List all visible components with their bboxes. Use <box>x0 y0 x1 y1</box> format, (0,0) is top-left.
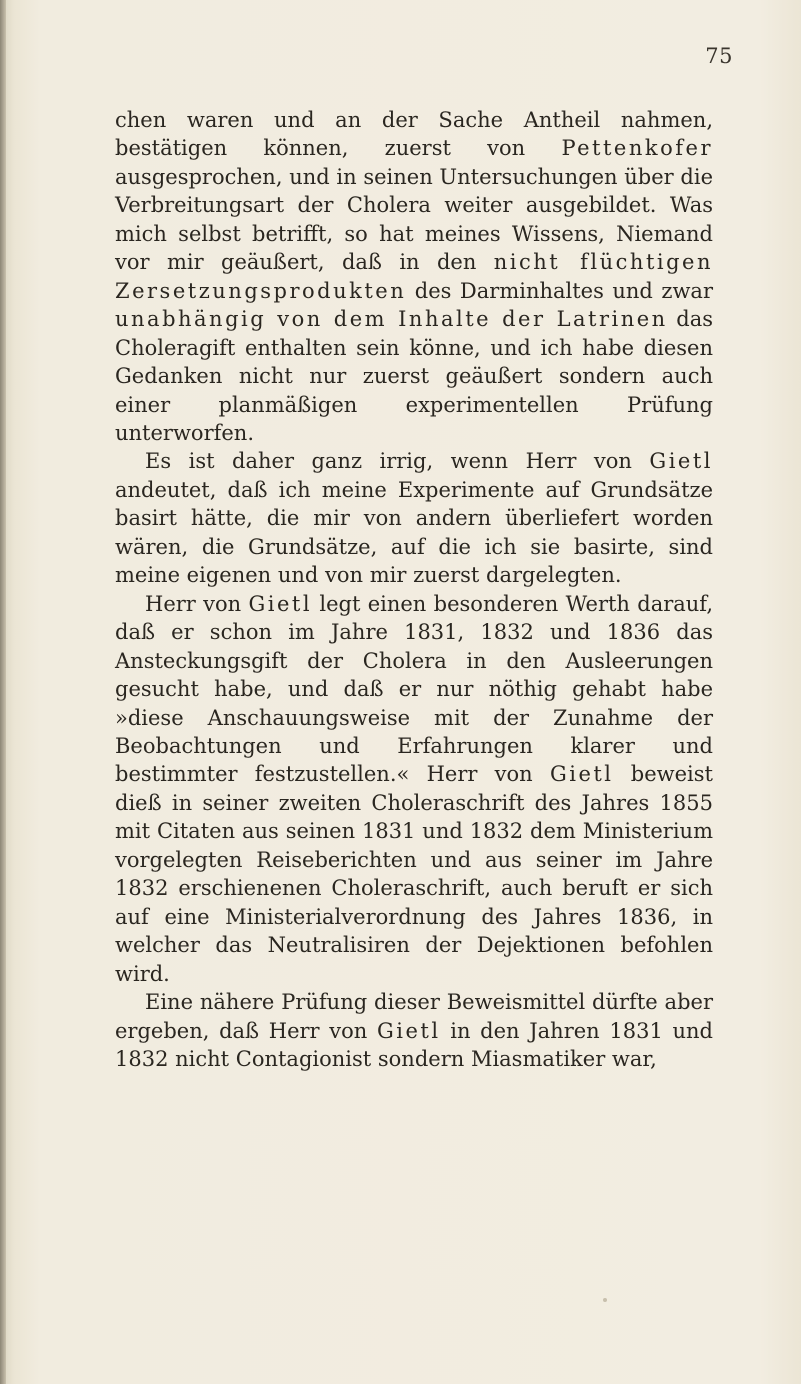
text-run: des Darminhaltes und zwar <box>406 278 713 303</box>
paper-blot <box>603 1298 607 1302</box>
page-number: 75 <box>705 44 733 68</box>
text-run: ausgesprochen, und in seinen Untersuchungen über die Verbreitungsart der Cholera weiter ausgebildet. Was mich selbst betrifft, so hat meines Wissens, Niemand vor mir geäußert, daß in den <box>115 164 713 275</box>
text-run: das Choleragift enthalten sein könne, und ich habe diesen Gedanken nicht nur zuerst geäußert sondern auch einer planmäßigen experimentellen Prüfung unterworfen. <box>115 307 714 445</box>
text-run: Es ist daher ganz irrig, wenn Herr von <box>145 449 650 474</box>
text-run: legt einen besonderen Werth darauf, daß er schon im Jahre 1831, 1832 und 1836 das Ansteckungsgift der Cholera in den Ausleerungen gesucht habe, und daß er nur nöthig gehabt habe »diese Anschauungsweise mit der Zunahme der Beobachtungen und Erfahrungen klarer und bestimmter festzustellen.« Herr von <box>115 591 714 787</box>
text-run: andeutet, daß ich meine Experimente auf Grundsätze basirt hätte, die mir von andern überliefert worden wären, die Grundsätze, auf die ich sie basirte, sind meine eigenen und von mir zuerst dargelegten. <box>115 477 713 588</box>
spaced-emphasis: Gietl <box>649 449 713 474</box>
paragraph <box>115 590 713 988</box>
paragraph <box>115 447 713 589</box>
spaced-emphasis: Gietl <box>549 762 614 787</box>
spaced-emphasis: Gietl <box>248 591 313 616</box>
text-run: chen waren und an der Sache Antheil nahmen, bestätigen können, zuerst von <box>115 108 713 161</box>
spaced-emphasis: Gietl <box>376 1018 441 1043</box>
body-text <box>115 106 713 1073</box>
spaced-emphasis: nicht flüchtigen Zersetzungsprodukten <box>115 250 713 303</box>
paragraph <box>115 988 713 1073</box>
spaced-emphasis: unabhängig von dem Inhalte der Latrinen <box>115 307 668 332</box>
paragraph <box>115 106 713 447</box>
text-run: Herr von <box>145 591 249 616</box>
text-run: beweist dieß in seiner zweiten Choleraschrift des Jahres 1855 mit Citaten aus seinen 1831 und 1832 dem Ministerium vorgelegten Reiseberichten und aus seiner im Jahre 1832 erschienenen Choleraschrift, auch beruft er sich auf eine Ministerialverordnung des Jahres 1836, in welcher das Neutralisiren der Dejektionen befohlen wird. <box>115 762 713 986</box>
binding-edge <box>0 0 6 1384</box>
text-run: Eine nähere Prüfung dieser Beweismittel dürfte aber ergeben, daß Herr von <box>115 990 713 1043</box>
text-run: in den Jahren 1831 und 1832 nicht Contagionist sondern Miasmatiker war, <box>115 1018 714 1071</box>
spaced-emphasis: Pettenkofer <box>561 136 713 161</box>
